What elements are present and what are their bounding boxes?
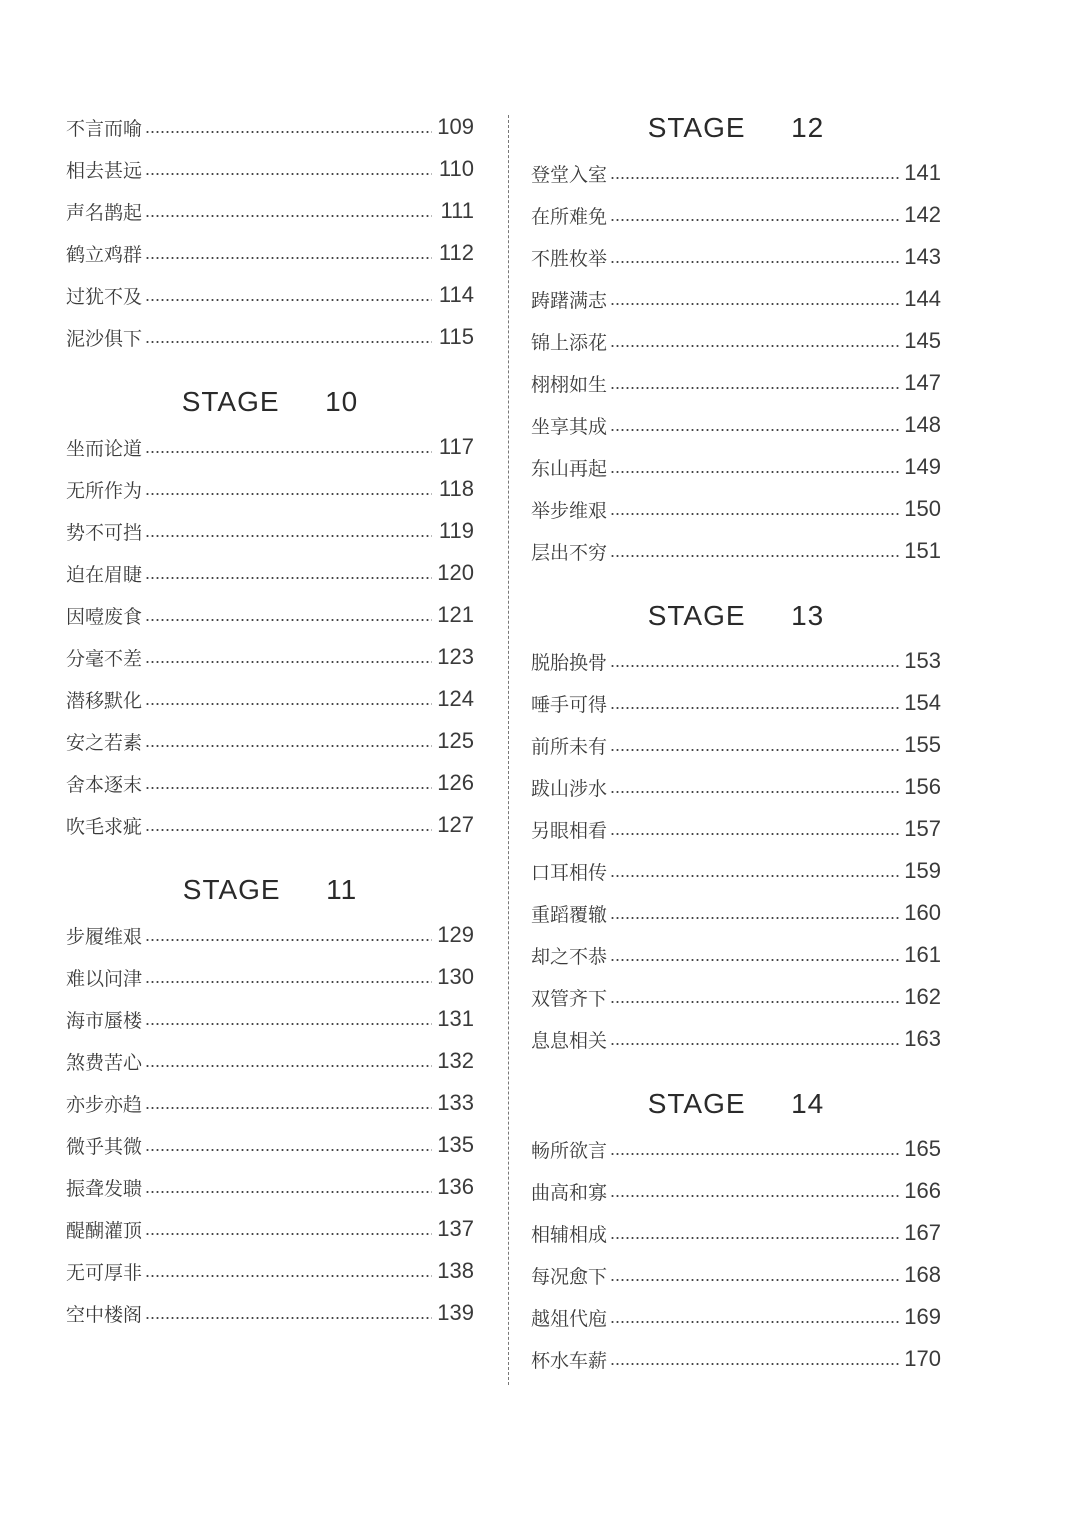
dot-leader <box>610 177 899 179</box>
entry-page-number: 137 <box>437 1216 474 1241</box>
entry-page-number: 142 <box>904 202 941 227</box>
toc-entry[interactable] <box>531 1212 941 1254</box>
entry-title: 势不可挡 <box>66 521 143 544</box>
toc-entry[interactable] <box>531 488 941 530</box>
column-divider <box>508 115 509 1385</box>
dot-leader <box>145 745 432 747</box>
entry-title: 迫在眉睫 <box>66 563 143 586</box>
entry-page-number: 145 <box>904 328 941 353</box>
entry-title: 坐而论道 <box>66 437 143 460</box>
dot-leader <box>145 1065 432 1067</box>
dot-leader <box>610 1321 899 1323</box>
toc-entry[interactable] <box>66 232 474 274</box>
dot-leader <box>145 535 432 537</box>
entry-page-number: 133 <box>437 1090 474 1115</box>
entry-title: 唾手可得 <box>531 693 608 716</box>
entry-title: 相辅相成 <box>531 1223 608 1246</box>
dot-leader <box>610 1153 899 1155</box>
entry-page-number: 161 <box>904 942 941 967</box>
entry-page-number: 162 <box>904 984 941 1009</box>
entry-title: 无可厚非 <box>66 1261 143 1284</box>
toc-column-right <box>531 84 941 1380</box>
toc-entry[interactable] <box>531 530 941 572</box>
entry-page-number: 153 <box>904 648 941 673</box>
entry-title: 步履维艰 <box>66 925 143 948</box>
entry-title: 前所未有 <box>531 735 608 758</box>
dot-leader <box>145 1191 432 1193</box>
entry-title: 鹤立鸡群 <box>66 243 143 266</box>
toc-column-left <box>66 106 474 1334</box>
entry-title: 煞费苦心 <box>66 1051 143 1074</box>
toc-entry[interactable] <box>531 1338 941 1380</box>
entry-page-number: 111 <box>440 198 474 223</box>
toc-entry[interactable] <box>531 404 941 446</box>
entry-title: 分毫不差 <box>66 647 143 670</box>
dot-leader <box>145 1275 432 1277</box>
dot-leader <box>610 1001 899 1003</box>
toc-entry[interactable] <box>531 152 941 194</box>
entry-title: 不胜枚举 <box>531 247 608 270</box>
entry-title: 另眼相看 <box>531 819 608 842</box>
toc-entry[interactable] <box>531 236 941 278</box>
toc-entry[interactable] <box>66 762 474 804</box>
entry-title: 跋山涉水 <box>531 777 608 800</box>
dot-leader <box>610 429 899 431</box>
dot-leader <box>145 577 432 579</box>
entry-page-number: 110 <box>438 156 474 181</box>
dot-leader <box>145 1023 432 1025</box>
entry-page-number: 112 <box>438 240 474 265</box>
entry-title: 因噎废食 <box>66 605 143 628</box>
dot-leader <box>145 299 432 301</box>
entry-page-number: 121 <box>437 602 474 627</box>
entry-title: 栩栩如生 <box>531 373 608 396</box>
toc-entry[interactable] <box>66 1082 474 1124</box>
toc-entry[interactable] <box>531 640 941 682</box>
toc-entry[interactable] <box>66 510 474 552</box>
dot-leader <box>145 661 432 663</box>
toc-entry[interactable] <box>531 1296 941 1338</box>
entry-page-number: 117 <box>438 434 474 459</box>
toc-entry[interactable] <box>66 468 474 510</box>
toc-entry[interactable] <box>531 724 941 766</box>
toc-entry[interactable] <box>531 934 941 976</box>
entry-title: 越俎代庖 <box>531 1307 608 1330</box>
toc-entry[interactable] <box>66 106 474 148</box>
entry-page-number: 143 <box>904 244 941 269</box>
stage-heading: STAGE 11 <box>182 874 358 905</box>
dot-leader <box>610 513 899 515</box>
entry-page-number: 119 <box>438 518 474 543</box>
dot-leader <box>145 787 432 789</box>
entry-title: 不言而喻 <box>66 117 143 140</box>
entry-page-number: 138 <box>437 1258 474 1283</box>
dot-leader <box>610 261 899 263</box>
entry-page-number: 139 <box>437 1300 474 1325</box>
dot-leader <box>145 829 432 831</box>
dot-leader <box>610 471 899 473</box>
entry-page-number: 163 <box>904 1026 941 1051</box>
stage-heading: STAGE 10 <box>181 386 359 417</box>
toc-entry[interactable] <box>531 446 941 488</box>
entry-page-number: 114 <box>438 282 474 307</box>
entry-page-number: 115 <box>438 324 474 349</box>
dot-leader <box>610 1043 899 1045</box>
entry-page-number: 141 <box>904 160 941 185</box>
entry-page-number: 165 <box>904 1136 941 1161</box>
entry-page-number: 136 <box>437 1174 474 1199</box>
dot-leader <box>610 1363 899 1365</box>
entry-title: 相去甚远 <box>66 159 143 182</box>
entry-title: 锦上添花 <box>531 331 608 354</box>
dot-leader <box>610 917 899 919</box>
entry-title: 舍本逐末 <box>66 773 143 796</box>
entry-page-number: 150 <box>904 496 941 521</box>
stage-heading: STAGE 14 <box>647 1088 825 1119</box>
toc-entry[interactable] <box>66 1124 474 1166</box>
toc-entry[interactable] <box>66 914 474 956</box>
toc-entry[interactable] <box>531 850 941 892</box>
entry-title: 海市蜃楼 <box>66 1009 143 1032</box>
entry-page-number: 120 <box>437 560 474 585</box>
dot-leader <box>610 303 899 305</box>
entry-title: 口耳相传 <box>531 861 608 884</box>
toc-entry[interactable] <box>66 720 474 762</box>
dot-leader <box>145 451 432 453</box>
toc-entry[interactable] <box>531 682 941 724</box>
entry-title: 脱胎换骨 <box>531 651 608 674</box>
dot-leader <box>610 749 899 751</box>
entry-title: 亦步亦趋 <box>66 1093 143 1116</box>
stage-heading: STAGE 12 <box>647 112 825 143</box>
dot-leader <box>145 1107 432 1109</box>
dot-leader <box>610 1195 899 1197</box>
entry-page-number: 155 <box>904 732 941 757</box>
entry-title: 却之不恭 <box>531 945 608 968</box>
toc-entry[interactable] <box>531 1170 941 1212</box>
entry-title: 坐享其成 <box>531 415 608 438</box>
entry-title: 吹毛求疵 <box>66 815 143 838</box>
toc-entry[interactable] <box>531 1018 941 1060</box>
entry-title: 层出不穷 <box>531 541 608 564</box>
toc-entry[interactable] <box>66 636 474 678</box>
entry-title: 醍醐灌顶 <box>66 1219 143 1242</box>
entry-title: 曲高和寡 <box>531 1181 608 1204</box>
entry-title: 踌躇满志 <box>531 289 608 312</box>
entry-page-number: 154 <box>904 690 941 715</box>
toc-entry[interactable] <box>66 1250 474 1292</box>
toc-entry[interactable] <box>531 892 941 934</box>
entry-title: 空中楼阁 <box>66 1303 143 1326</box>
toc-entry[interactable] <box>66 1166 474 1208</box>
toc-entry[interactable] <box>531 766 941 808</box>
entry-title: 畅所欲言 <box>531 1139 608 1162</box>
toc-entry[interactable] <box>531 1254 941 1296</box>
dot-leader <box>610 555 899 557</box>
entry-title: 安之若素 <box>66 731 143 754</box>
entry-page-number: 170 <box>904 1346 941 1371</box>
dot-leader <box>610 875 899 877</box>
stage-heading: STAGE 13 <box>647 600 825 631</box>
dot-leader <box>145 1317 432 1319</box>
entry-title: 重蹈覆辙 <box>531 903 608 926</box>
entry-page-number: 167 <box>904 1220 941 1245</box>
entry-page-number: 126 <box>437 770 474 795</box>
entry-title: 过犹不及 <box>66 285 143 308</box>
toc-entry[interactable] <box>531 278 941 320</box>
entry-page-number: 159 <box>904 858 941 883</box>
entry-page-number: 109 <box>437 114 474 139</box>
dot-leader <box>145 215 432 217</box>
toc-entry[interactable] <box>531 808 941 850</box>
entry-title: 东山再起 <box>531 457 608 480</box>
entry-page-number: 118 <box>438 476 474 501</box>
entry-title: 潜移默化 <box>66 689 143 712</box>
toc-entry[interactable] <box>66 1040 474 1082</box>
entry-page-number: 148 <box>904 412 941 437</box>
entry-page-number: 123 <box>437 644 474 669</box>
toc-entry[interactable] <box>66 552 474 594</box>
toc-entry[interactable] <box>66 956 474 998</box>
dot-leader <box>145 619 432 621</box>
entry-title: 登堂入室 <box>531 163 608 186</box>
dot-leader <box>145 341 432 343</box>
dot-leader <box>145 1233 432 1235</box>
dot-leader <box>145 939 432 941</box>
entry-page-number: 160 <box>904 900 941 925</box>
entry-page-number: 132 <box>437 1048 474 1073</box>
dot-leader <box>610 665 899 667</box>
entry-title: 杯水车薪 <box>531 1349 608 1372</box>
dot-leader <box>610 1279 899 1281</box>
toc-entry[interactable] <box>66 148 474 190</box>
toc-entry[interactable] <box>66 1208 474 1250</box>
dot-leader <box>145 493 432 495</box>
entry-page-number: 168 <box>904 1262 941 1287</box>
toc-entry[interactable] <box>531 194 941 236</box>
dot-leader <box>145 173 432 175</box>
toc-entry[interactable] <box>66 274 474 316</box>
entry-title: 双管齐下 <box>531 987 608 1010</box>
dot-leader <box>145 1149 432 1151</box>
entry-title: 振聋发聩 <box>66 1177 143 1200</box>
entry-page-number: 135 <box>437 1132 474 1157</box>
toc-entry[interactable] <box>66 426 474 468</box>
dot-leader <box>610 345 899 347</box>
toc-entry[interactable] <box>66 804 474 846</box>
dot-leader <box>145 131 432 133</box>
entry-title: 微乎其微 <box>66 1135 143 1158</box>
dot-leader <box>610 959 899 961</box>
toc-entry[interactable] <box>531 320 941 362</box>
dot-leader <box>610 791 899 793</box>
toc-entry[interactable] <box>66 190 474 232</box>
dot-leader <box>610 1237 899 1239</box>
entry-page-number: 129 <box>437 922 474 947</box>
entry-page-number: 169 <box>904 1304 941 1329</box>
entry-page-number: 127 <box>437 812 474 837</box>
toc-entry[interactable] <box>66 998 474 1040</box>
entry-page-number: 166 <box>904 1178 941 1203</box>
dot-leader <box>145 703 432 705</box>
dot-leader <box>610 707 899 709</box>
dot-leader <box>610 219 899 221</box>
toc-entry[interactable] <box>66 1292 474 1334</box>
entry-page-number: 149 <box>904 454 941 479</box>
entry-title: 在所难免 <box>531 205 608 228</box>
entry-title: 举步维艰 <box>531 499 608 522</box>
dot-leader <box>145 257 432 259</box>
entry-page-number: 151 <box>904 538 941 563</box>
entry-page-number: 144 <box>904 286 941 311</box>
entry-title: 每况愈下 <box>531 1265 608 1288</box>
toc-entry[interactable] <box>531 1128 941 1170</box>
entry-title: 息息相关 <box>531 1029 608 1052</box>
dot-leader <box>610 387 899 389</box>
entry-page-number: 125 <box>437 728 474 753</box>
entry-page-number: 156 <box>904 774 941 799</box>
entry-page-number: 124 <box>437 686 474 711</box>
entry-title: 声名鹊起 <box>66 201 143 224</box>
entry-title: 无所作为 <box>66 479 143 502</box>
entry-page-number: 130 <box>437 964 474 989</box>
toc-entry[interactable] <box>66 594 474 636</box>
entry-title: 泥沙俱下 <box>66 327 143 350</box>
toc-entry[interactable] <box>66 316 474 358</box>
entry-page-number: 147 <box>904 370 941 395</box>
dot-leader <box>145 981 432 983</box>
toc-entry[interactable] <box>531 976 941 1018</box>
dot-leader <box>610 833 899 835</box>
entry-page-number: 131 <box>437 1006 474 1031</box>
toc-entry[interactable] <box>531 362 941 404</box>
entry-title: 难以问津 <box>66 967 143 990</box>
entry-page-number: 157 <box>904 816 941 841</box>
toc-entry[interactable] <box>66 678 474 720</box>
